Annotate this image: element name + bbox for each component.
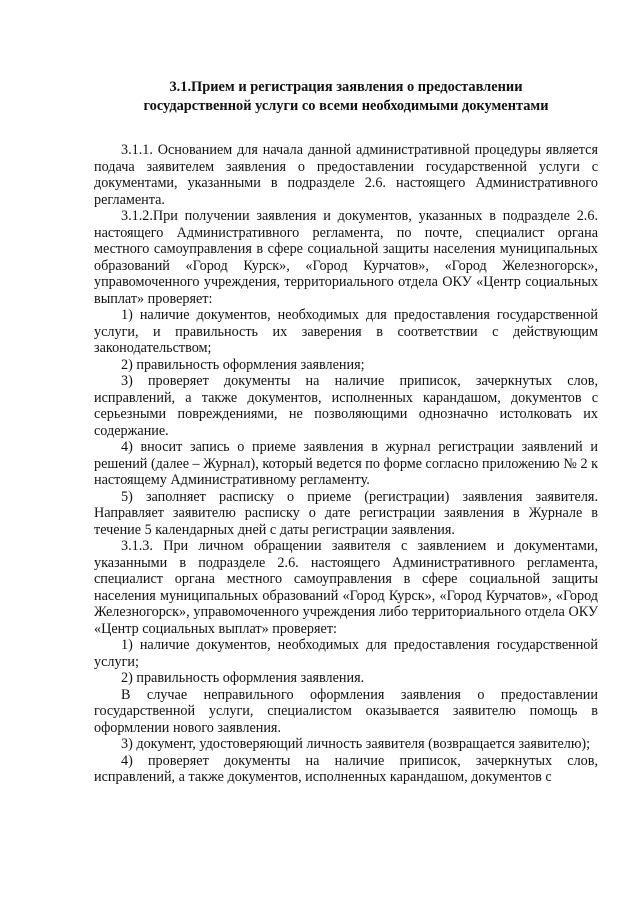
section-heading (94, 78, 598, 116)
list-item: 3) документ, удостоверяющий личность заявителя (возвращается заявителю); (121, 736, 591, 752)
list-item: 2) правильность оформления заявления. (121, 670, 365, 686)
section-heading-line-2: государственной услуги со всеми необходимыми документами (143, 98, 549, 114)
paragraph-3-1-3: 3.1.3. При личном обращении заявителя с заявлением и документами, указанными в подразделе 2.6. настоящего Административного регламента, специалист органа местного самоуправления в сфере социальной защиты населения муниципальных образований «Город Курск», «Город Курчатов», «Город Железногорск», управомоченного учреждения либо территориального отдела ОКУ «Центр социальных выплат» проверяет: (94, 538, 598, 637)
paragraph-3-1-2: 3.1.2.При получении заявления и документов, указанных в подразделе 2.6. настоящего Административного регламента, по почте, специалист органа местного самоуправления в сфере социальной защиты населения муниципальных образований «Город Курск», «Город Курчатов», «Город Железногорск», управомоченного учреждения, территориального отдела ОКУ «Центр социальных выплат» проверяет: (94, 208, 598, 307)
list-item: 5) заполняет расписку о приеме (регистрации) заявления заявителя. Направляет заявителю расписку о дате регистрации заявления в Журнале в течение 5 календарных дней с даты регистрации заявления. (94, 488, 598, 538)
paragraph-note: В случае неправильного оформления заявления о предоставлении государственной услуги, специалистом оказывается заявителю помощь в оформлении нового заявления. (94, 686, 598, 736)
list-item: 1) наличие документов, необходимых для предоставления государственной услуги, и правильность их заверения в соответствии с действующим законодательством; (94, 307, 598, 356)
list-item: 3) проверяет документы на наличие приписок, зачеркнутых слов, исправлений, а также документов, исполненных карандашом, документов с серьезными повреждениями, не позволяющими однозначно истолковать их содержание. (94, 373, 598, 439)
list-item: 4) проверяет документы на наличие приписок, зачеркнутых слов, исправлений, а также документов, исполненных карандашом, документов с (94, 752, 598, 785)
section-heading-line-1: 3.1.Прием и регистрация заявления о предоставлении (169, 79, 523, 95)
paragraph-3-1-1: 3.1.1. Основанием для начала данной административной процедуры является подача заявителем заявления о предоставлении государственной услуги с документами, указанными в подразделе 2.6. настоящего Административного регламента. (94, 142, 598, 208)
list-item: 4) вносит запись о приеме заявления в журнал регистрации заявлений и решений (далее – Журнал), который ведется по форме согласно приложению № 2 к настоящему Административному регламенту. (94, 439, 598, 488)
list-item: 2) правильность оформления заявления; (121, 356, 365, 373)
list-item: 1) наличие документов, необходимых для предоставления государственной услуги; (94, 637, 598, 670)
document-body (94, 142, 598, 786)
